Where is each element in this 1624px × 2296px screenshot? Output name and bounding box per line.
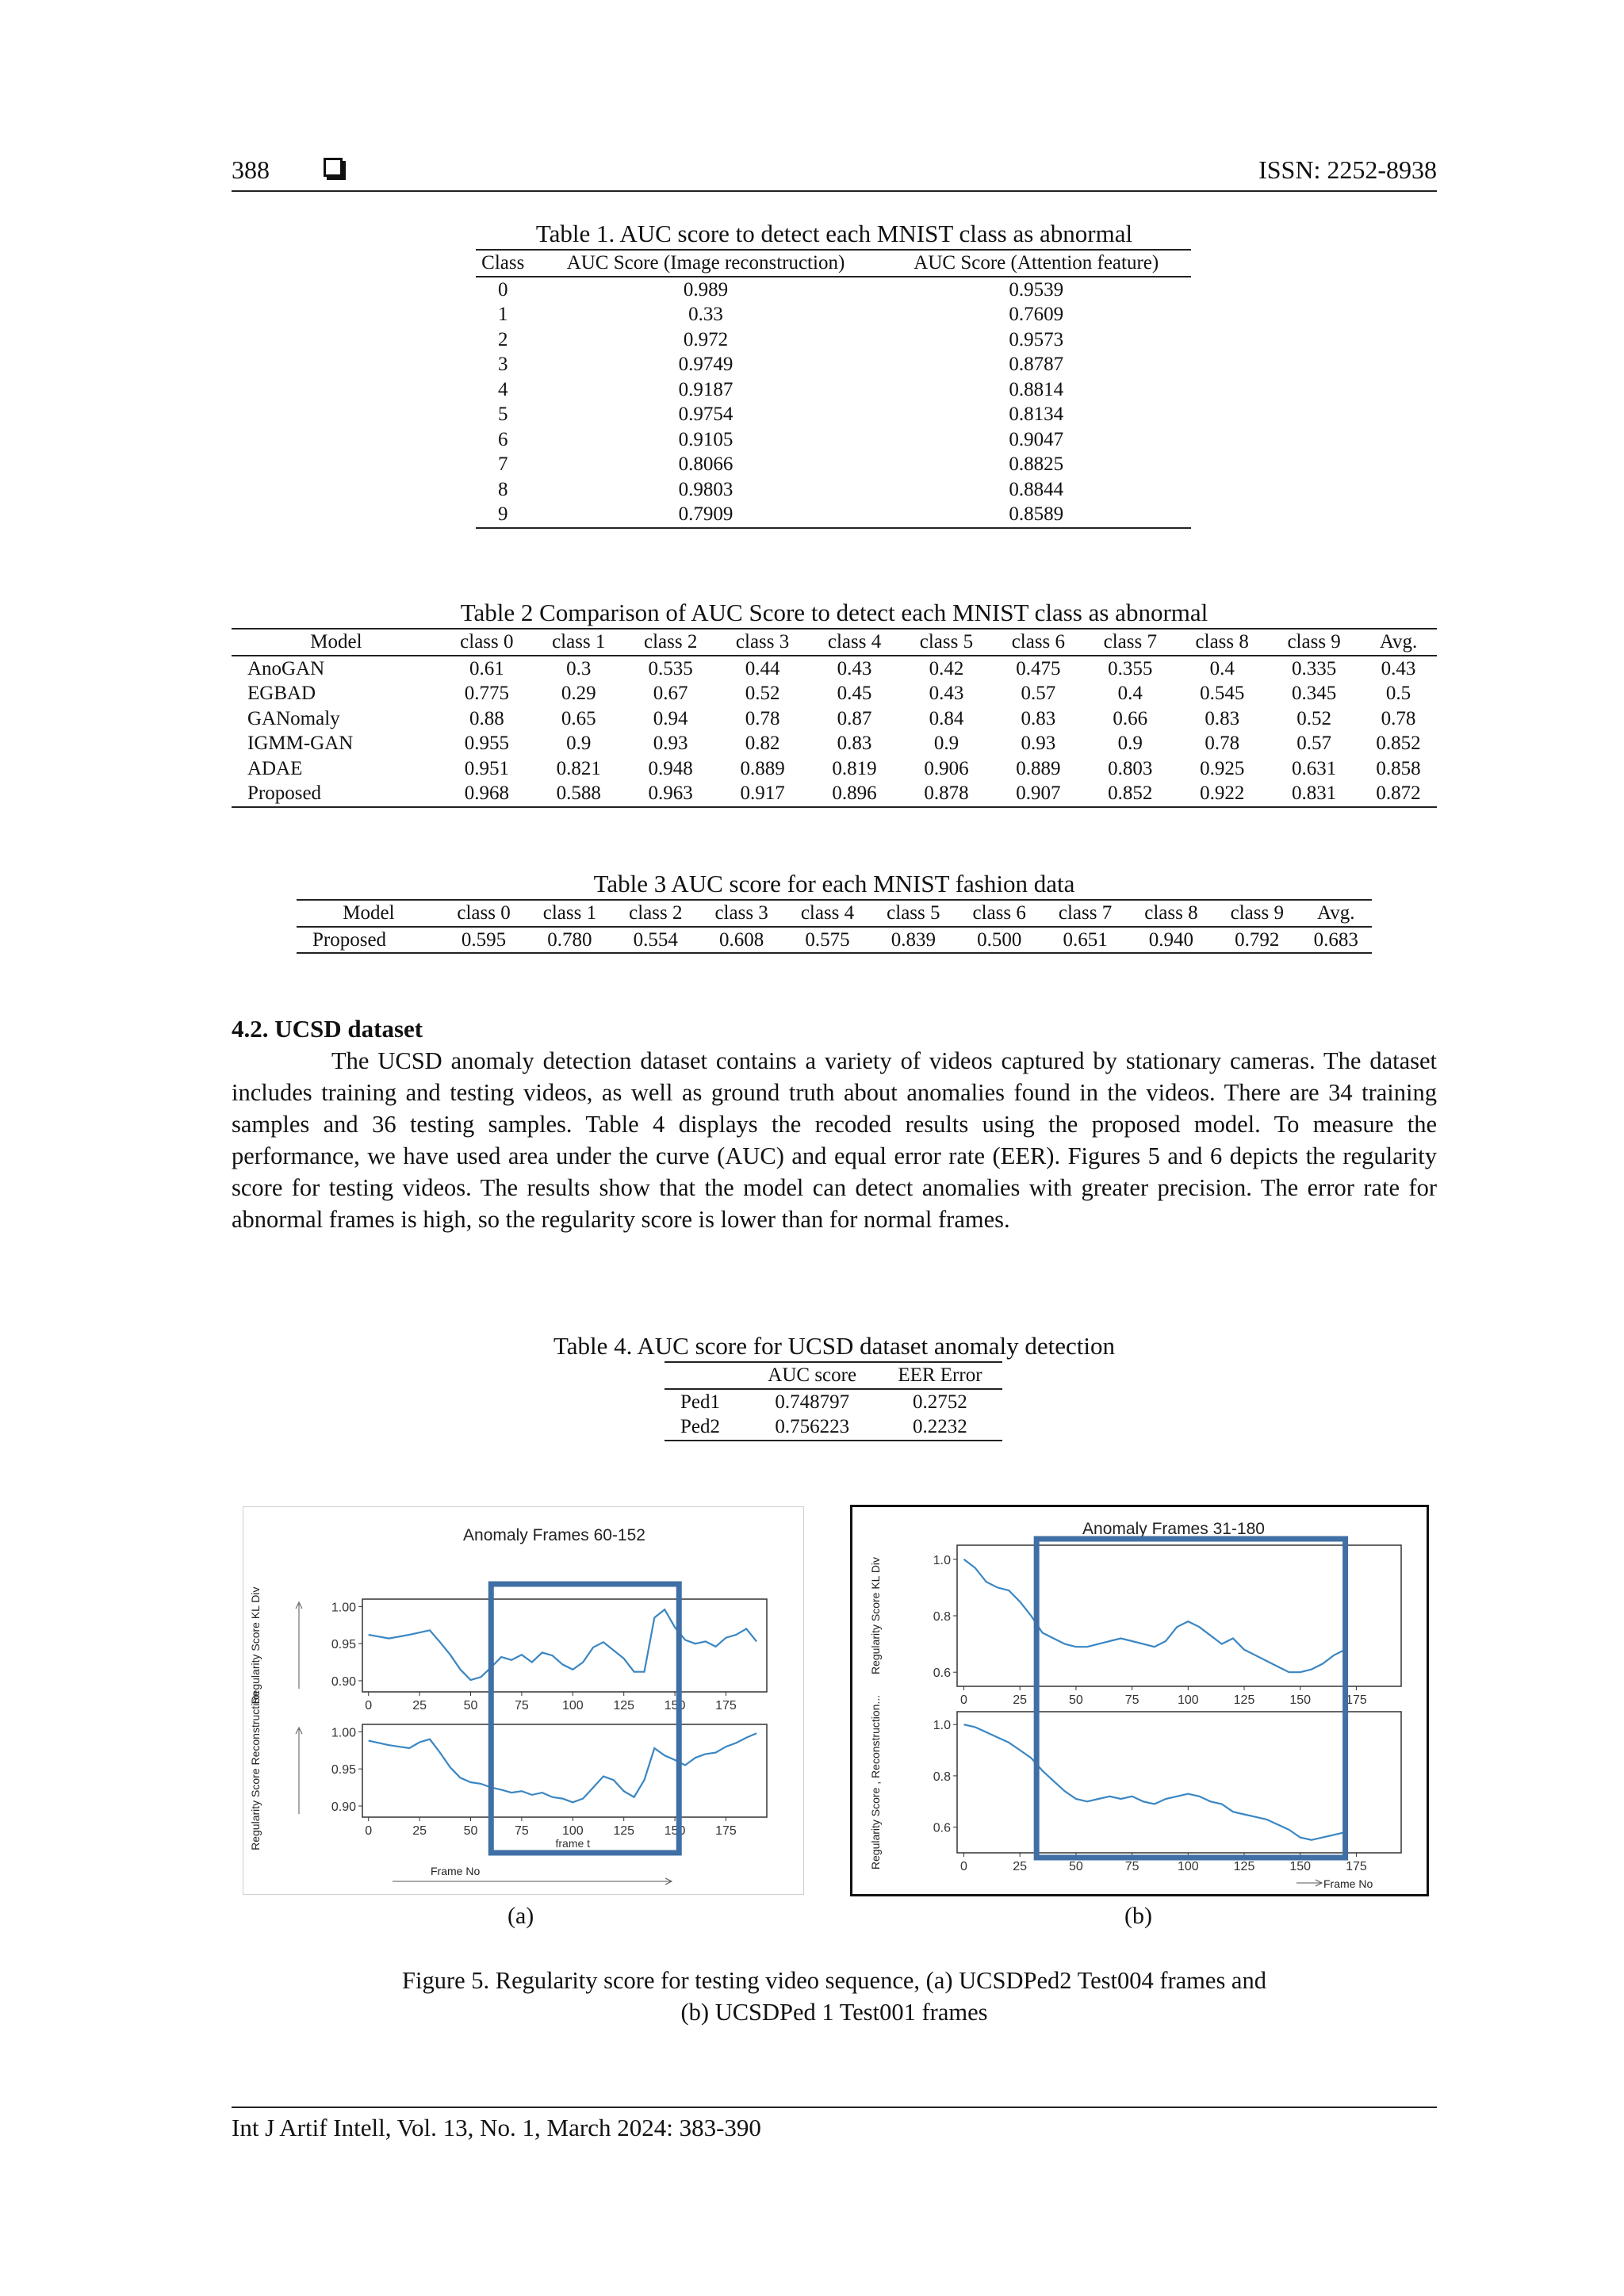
table1-cell: 0.989 — [683, 278, 729, 300]
figure-5a-label: (a) — [508, 1903, 534, 1929]
x-tick-label: 50 — [463, 1824, 478, 1838]
table3-cell: 0.839 — [871, 927, 956, 954]
table2-cell: 0.57 — [1297, 733, 1331, 754]
table2-row — [232, 756, 1437, 782]
table1-cell: 8 — [497, 478, 508, 500]
table2-col-header: class 8 — [1176, 629, 1268, 656]
table1-row — [476, 352, 1191, 377]
table3-cell: 0.780 — [527, 927, 612, 954]
table3-col-header: class 9 — [1214, 900, 1300, 927]
series-line — [369, 1733, 756, 1802]
x-tick-label: 125 — [613, 1699, 635, 1712]
table1-cell: 4 — [497, 378, 508, 400]
table2-cell: 0.963 — [625, 781, 717, 807]
x-tick-label: 25 — [1013, 1693, 1028, 1707]
series-line — [369, 1609, 756, 1680]
table4-header-row — [665, 1362, 1002, 1389]
table2-cell: Proposed — [232, 781, 441, 807]
y-tick-label: 0.95 — [331, 1638, 356, 1652]
figure-caption — [232, 1965, 1437, 2028]
table2-cell: 0.67 — [653, 683, 688, 704]
x-axis-label: frame t — [555, 1837, 591, 1850]
table2-cell: 0.78 — [745, 707, 780, 729]
y-tick-label: 1.0 — [933, 1719, 951, 1733]
table1-cell: 0 — [497, 278, 508, 300]
y-tick-label: 0.6 — [933, 1821, 951, 1835]
table2-cell: 0.955 — [464, 733, 509, 754]
table2-cell: 0.545 — [1200, 683, 1245, 704]
table4-cell: 0.748797 — [775, 1391, 850, 1413]
table2-cell: 0.925 — [1200, 757, 1245, 779]
table2-col-header: class 9 — [1268, 629, 1360, 656]
table3-cell: 0.608 — [699, 927, 784, 954]
y-tick-label: 1.0 — [933, 1553, 951, 1567]
chart-title: Anomaly Frames 31-180 — [1082, 1520, 1265, 1538]
table2-col-header: class 2 — [625, 629, 717, 656]
table2-col-header: class 7 — [1084, 629, 1176, 656]
footer-rule — [232, 2107, 1437, 2108]
table1-cell: 0.972 — [683, 328, 729, 350]
table3-col-header: class 4 — [784, 900, 870, 927]
table1-col-header: AUC Score (Attention feature) — [882, 250, 1191, 277]
x-tick-label: 50 — [1069, 1693, 1083, 1707]
y-tick-label: 0.90 — [331, 1674, 356, 1689]
table1-cell: 0.8844 — [1009, 478, 1064, 500]
table2-cell: 0.83 — [837, 733, 872, 754]
table1-row — [476, 302, 1191, 327]
x-tick-label: 150 — [664, 1824, 686, 1838]
table3-cell: 0.554 — [613, 927, 699, 954]
table1-row — [476, 377, 1191, 403]
table3-col-header: class 0 — [441, 900, 527, 927]
table2-cell: 0.78 — [1381, 707, 1416, 729]
table1-cell: 9 — [476, 502, 530, 528]
header-rule — [232, 190, 1437, 192]
table2-col-header: Avg. — [1360, 629, 1437, 656]
table2-cell: 0.896 — [809, 781, 901, 807]
table2-col-header: class 0 — [441, 629, 533, 656]
table2-cell: 0.4 — [1209, 657, 1235, 679]
table2-header-row — [232, 629, 1437, 656]
table2-col-header: class 1 — [533, 629, 625, 656]
x-tick-label: 50 — [463, 1699, 478, 1712]
table2-cell: 0.775 — [464, 683, 509, 704]
table2-row — [232, 781, 1437, 807]
table4 — [665, 1361, 1002, 1441]
table2-cell: 0.917 — [717, 781, 809, 807]
table1-cell: 0.9749 — [678, 354, 733, 375]
table3-col-header: Model — [297, 900, 441, 927]
table2-cell: 0.889 — [740, 757, 785, 779]
x-tick-label: 0 — [365, 1824, 373, 1838]
issn-label: ISSN: 2252-8938 — [1258, 155, 1437, 184]
table2-cell: 0.82 — [745, 733, 780, 754]
table4-cell: 0.2752 — [913, 1391, 967, 1413]
section-paragraph-text: The UCSD anomaly detection dataset contains a variety of videos captured by stationary cameras. The dataset includes training and testing videos, as well as ground truth about anomalies found in the videos. There are 34 training samples and 36 testing samples. Table 4 displays the recoded results using the proposed model. To measure the performance, we have used area under the curve (AUC) and equal error rate (EER). Figures 5 and 6 depicts the regularity score for testing videos. The results show that the model can detect anomalies with greater precision. The error rate for abnormal frames is high, so the regularity score is lower than for normal frames. — [232, 1047, 1437, 1233]
table2-cell: 0.94 — [653, 707, 688, 729]
table2-col-header: class 3 — [717, 629, 809, 656]
figure-5b-chart — [852, 1507, 1427, 1894]
plot-frame — [362, 1724, 767, 1817]
table2-cell: 0.968 — [441, 781, 533, 807]
figure-caption-line2: (b) UCSDPed 1 Test001 frames — [680, 1999, 988, 2026]
plot-frame — [957, 1545, 1401, 1686]
y-axis-label: Regularity Score Reconstruction — [249, 1691, 262, 1850]
figure-5a — [243, 1506, 804, 1895]
x-tick-label: 25 — [412, 1824, 427, 1838]
y-axis-label: Regularity Score KL Div — [869, 1556, 882, 1675]
table1-cell: 6 — [497, 428, 508, 450]
table2-cell: 0.43 — [1381, 657, 1416, 679]
plot-frame — [957, 1712, 1401, 1853]
series-line — [964, 1724, 1346, 1840]
table3-body — [297, 927, 1372, 954]
y-axis-label: Regularity Score KL Div — [249, 1586, 262, 1705]
table2-col-header: class 5 — [900, 629, 992, 656]
table2-row — [232, 731, 1437, 756]
table2-cell: 0.821 — [556, 757, 601, 779]
table4-cell: 0.756223 — [747, 1414, 878, 1441]
table1-caption: Table 1. AUC score to detect each MNIST class as abnormal — [535, 220, 1133, 247]
x-tick-label: 75 — [515, 1699, 529, 1712]
table1-cell: 2 — [497, 328, 508, 350]
table2 — [232, 628, 1437, 808]
table2-cell: 0.83 — [1021, 707, 1056, 729]
y-tick-label: 1.00 — [331, 1601, 356, 1615]
table2-cell: 0.852 — [1376, 733, 1421, 754]
table2-cell: 0.948 — [648, 757, 693, 779]
table2-cell: 0.922 — [1176, 781, 1268, 807]
section-paragraph — [232, 1045, 1437, 1235]
table1-row — [476, 402, 1191, 427]
table1-cell: 0.9754 — [678, 404, 733, 425]
table1-cell: 0.9573 — [1009, 328, 1064, 350]
table2-row — [232, 706, 1437, 732]
table2-col-header: class 6 — [992, 629, 1084, 656]
table2-cell: GANomaly — [247, 707, 340, 729]
table2-cell: EGBAD — [247, 683, 316, 704]
table4-col-header: EER Error — [878, 1362, 1002, 1389]
table3-caption: Table 3 AUC score for each MNIST fashion data — [593, 870, 1075, 897]
table1-cell: 5 — [497, 404, 508, 425]
x-tick-label: 50 — [1069, 1860, 1083, 1873]
table2-cell: 0.44 — [745, 657, 780, 679]
table3-col-header: class 1 — [527, 900, 612, 927]
x-tick-label: 75 — [1124, 1860, 1139, 1873]
table3-cell: Proposed — [297, 927, 441, 954]
x-tick-label: 125 — [1233, 1693, 1255, 1707]
table2-cell: 0.61 — [469, 657, 504, 679]
table2-cell: 0.78 — [1205, 733, 1240, 754]
table2-row — [232, 656, 1437, 682]
x-tick-label: 75 — [1124, 1693, 1139, 1707]
table4-cell: Ped1 — [680, 1391, 720, 1413]
table2-cell: 0.907 — [992, 781, 1084, 807]
table4-body — [665, 1389, 1002, 1441]
table2-row — [232, 681, 1437, 706]
table1-cell: 0.8787 — [1009, 354, 1064, 375]
figure-5b-label: (b) — [1124, 1903, 1152, 1929]
table3-cell: 0.595 — [441, 927, 527, 954]
table2-cell: 0.42 — [929, 657, 964, 679]
table2-cell: ADAE — [247, 757, 303, 779]
table4-caption: Table 4. AUC score for UCSD dataset anomaly detection — [553, 1332, 1116, 1360]
table4-col-header — [665, 1362, 747, 1389]
table1-row — [476, 427, 1191, 453]
table3-col-header: class 2 — [613, 900, 699, 927]
plot-frame — [362, 1599, 767, 1692]
table1-cell: 0.9047 — [1009, 428, 1064, 450]
table2-cell: 0.831 — [1268, 781, 1360, 807]
table1-cell: 1 — [497, 304, 508, 325]
table4-col-header: AUC score — [747, 1362, 878, 1389]
table4-cell: 0.2232 — [878, 1414, 1002, 1441]
table2-cell: 0.45 — [837, 683, 872, 704]
table1-cell: 0.9803 — [678, 478, 733, 500]
table1-body — [476, 277, 1191, 528]
table1 — [476, 249, 1191, 529]
y-tick-label: 1.00 — [331, 1726, 356, 1740]
table1-row — [476, 452, 1191, 477]
x-tick-label: 25 — [412, 1699, 427, 1712]
table1-cell: 3 — [497, 354, 508, 375]
footer-citation: Int J Artif Intell, Vol. 13, No. 1, March 2024: 383-390 — [232, 2114, 761, 2141]
table2-cell: 0.5 — [1385, 683, 1411, 704]
table2-cell: 0.819 — [832, 757, 877, 779]
table1-cell: 0.8589 — [882, 502, 1191, 528]
table3-col-header: class 7 — [1042, 900, 1128, 927]
x-tick-label: 150 — [1289, 1860, 1312, 1873]
table2-cell: AnoGAN — [247, 657, 325, 679]
table1-cell: 0.9105 — [678, 428, 733, 450]
x-tick-label: 175 — [1346, 1860, 1367, 1873]
table3-col-header: class 5 — [871, 900, 956, 927]
table2-cell: 0.906 — [924, 757, 969, 779]
table1-col-header: Class — [476, 250, 530, 277]
table1-cell: 0.9187 — [678, 378, 733, 400]
table2-cell: 0.889 — [1016, 757, 1061, 779]
table3 — [297, 899, 1372, 954]
table2-cell: 0.66 — [1113, 707, 1148, 729]
x-tick-label: 100 — [561, 1824, 584, 1838]
frame-no-label: Frame No — [431, 1865, 481, 1877]
table3-cell: 0.575 — [784, 927, 870, 954]
table2-cell: 0.87 — [837, 707, 872, 729]
table2-cell: 0.52 — [1297, 707, 1331, 729]
table1-col-header: AUC Score (Image reconstruction) — [530, 250, 881, 277]
x-tick-label: 0 — [960, 1860, 967, 1873]
figure-5a-chart — [243, 1507, 803, 1894]
table2-cell: 0.83 — [1205, 707, 1240, 729]
table1-cell: 7 — [497, 453, 508, 475]
table1-row — [476, 502, 1191, 528]
section-heading: 4.2. UCSD dataset — [232, 1015, 423, 1043]
x-tick-label: 75 — [515, 1824, 529, 1838]
table2-cell: 0.355 — [1108, 657, 1153, 679]
y-tick-label: 0.95 — [331, 1763, 356, 1777]
table2-cell: 0.65 — [561, 707, 596, 729]
table3-col-header: Avg. — [1300, 900, 1372, 927]
x-tick-label: 150 — [1289, 1693, 1312, 1707]
table2-cell: 0.4 — [1117, 683, 1143, 704]
x-tick-label: 175 — [715, 1699, 737, 1712]
x-tick-label: 0 — [365, 1699, 373, 1712]
anomaly-highlight-box — [491, 1584, 679, 1853]
x-tick-label: 175 — [1346, 1693, 1367, 1707]
frame-no-label: Frame No — [1323, 1877, 1373, 1890]
x-tick-label: 150 — [664, 1699, 686, 1712]
table2-cell: 0.475 — [1016, 657, 1061, 679]
table3-col-header: class 8 — [1128, 900, 1214, 927]
y-axis-label: Regularity Score , Reconstruction... — [869, 1694, 882, 1870]
table2-cell: 0.29 — [561, 683, 596, 704]
table2-cell: 0.43 — [929, 683, 964, 704]
x-tick-label: 100 — [1177, 1693, 1199, 1707]
table1-row — [476, 477, 1191, 503]
table1-cell: 0.7609 — [1009, 304, 1064, 325]
figure-caption-line1: Figure 5. Regularity score for testing video sequence, (a) UCSDPed2 Test004 frames and — [402, 1967, 1266, 1994]
page-number: 388 — [232, 155, 270, 184]
table1-cell: 0.7909 — [530, 502, 881, 528]
table2-cell: 0.803 — [1108, 757, 1153, 779]
table2-cell: 0.345 — [1292, 683, 1337, 704]
table2-cell: 0.335 — [1292, 657, 1337, 679]
x-tick-label: 100 — [561, 1699, 584, 1712]
table3-cell: 0.683 — [1300, 927, 1372, 954]
table1-cell: 0.8134 — [1009, 404, 1064, 425]
y-tick-label: 0.90 — [331, 1800, 356, 1814]
table2-cell: 0.872 — [1360, 781, 1437, 807]
table1-cell: 0.8066 — [678, 453, 733, 475]
x-tick-label: 25 — [1013, 1860, 1028, 1873]
x-tick-label: 125 — [1233, 1860, 1255, 1873]
table1-cell: 0.8825 — [1009, 453, 1064, 475]
table2-cell: 0.88 — [469, 707, 504, 729]
x-tick-label: 100 — [1177, 1860, 1199, 1873]
table2-cell: 0.951 — [464, 757, 509, 779]
table2-cell: 0.93 — [1021, 733, 1056, 754]
table3-cell: 0.500 — [956, 927, 1042, 954]
x-tick-label: 0 — [960, 1693, 967, 1707]
table1-row — [476, 327, 1191, 353]
series-line — [964, 1559, 1346, 1672]
chart-title: Anomaly Frames 60-152 — [463, 1526, 645, 1544]
table2-caption: Table 2 Comparison of AUC Score to detect each MNIST class as abnormal — [460, 599, 1208, 626]
table2-cell: 0.43 — [837, 657, 872, 679]
y-tick-label: 0.8 — [933, 1770, 951, 1784]
table2-cell: 0.57 — [1021, 683, 1056, 704]
table2-cell: 0.858 — [1376, 757, 1421, 779]
figure-5b — [850, 1505, 1429, 1896]
table3-header-row — [297, 900, 1372, 927]
table2-cell: 0.52 — [745, 683, 780, 704]
square-bullet-icon — [324, 158, 343, 177]
table4-row — [665, 1414, 1002, 1441]
table2-cell: 0.588 — [533, 781, 625, 807]
table1-cell: 0.33 — [688, 304, 723, 325]
table3-col-header: class 3 — [699, 900, 784, 927]
table1-cell: 0.9539 — [1009, 278, 1064, 300]
y-tick-label: 0.6 — [933, 1667, 951, 1681]
table2-cell: 0.84 — [929, 707, 964, 729]
table2-cell: IGMM-GAN — [247, 733, 354, 754]
x-tick-label: 175 — [715, 1824, 737, 1838]
table2-cell: 0.878 — [900, 781, 992, 807]
table3-row — [297, 927, 1372, 954]
table3-cell: 0.940 — [1128, 927, 1214, 954]
table2-cell: 0.9 — [933, 733, 959, 754]
table1-row — [476, 277, 1191, 303]
table2-cell: 0.535 — [648, 657, 693, 679]
table4-cell: Ped2 — [665, 1414, 747, 1441]
table2-cell: 0.9 — [1117, 733, 1143, 754]
table3-cell: 0.651 — [1042, 927, 1128, 954]
table2-col-header: Model — [232, 629, 441, 656]
x-tick-label: 125 — [613, 1824, 635, 1838]
table2-cell: 0.631 — [1292, 757, 1337, 779]
table2-body — [232, 656, 1437, 807]
table2-cell: 0.852 — [1084, 781, 1176, 807]
table3-cell: 0.792 — [1214, 927, 1300, 954]
table1-header-row — [476, 250, 1191, 277]
y-tick-label: 0.8 — [933, 1610, 951, 1624]
table2-cell: 0.93 — [653, 733, 688, 754]
table1-cell: 0.8814 — [1009, 378, 1064, 400]
table3-col-header: class 6 — [956, 900, 1042, 927]
table2-col-header: class 4 — [809, 629, 901, 656]
table4-row — [665, 1389, 1002, 1415]
table2-cell: 0.3 — [566, 657, 592, 679]
table2-cell: 0.9 — [566, 733, 592, 754]
